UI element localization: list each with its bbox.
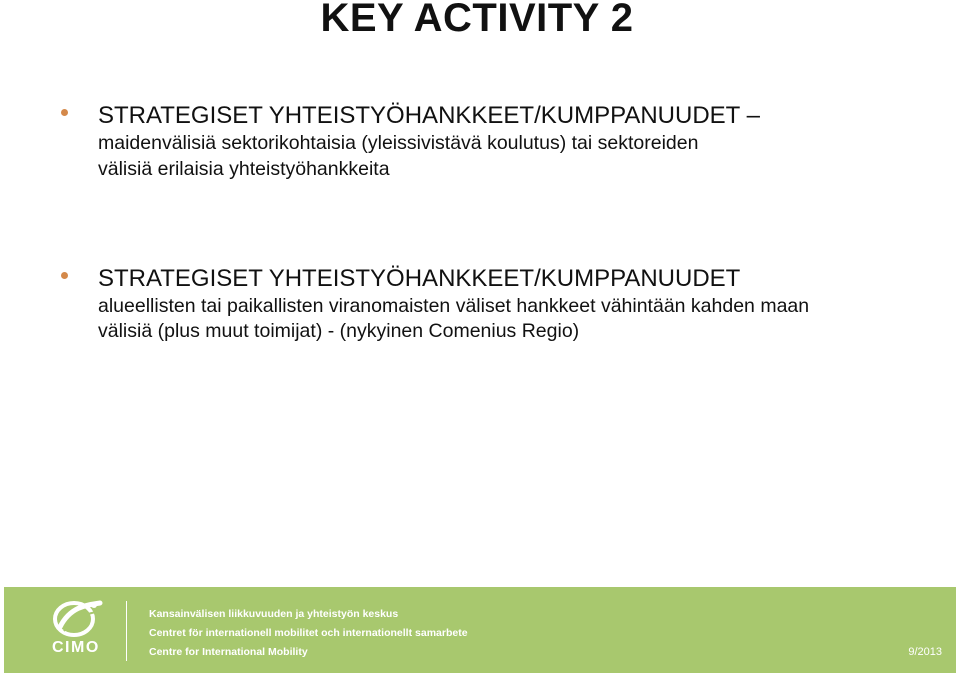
- bullet-text-line: välisiä (plus muut toimijat) - (nykyinen Comenius Regio): [98, 320, 580, 342]
- slide-title: KEY ACTIVITY 2: [320, 0, 634, 40]
- bullet-item-1: [98, 102, 898, 182]
- logo-text: CIMO: [52, 639, 100, 656]
- bullet-text-line: välisiä erilaisia yhteistyöhankkeita: [98, 158, 390, 180]
- bullet-item-2: [98, 264, 898, 344]
- bullet-dot-icon: [61, 109, 68, 116]
- footer-divider: [126, 601, 127, 661]
- org-name-swedish: Centret för internationell mobilitet och internationellt samarbete: [149, 627, 468, 639]
- bullet-dot-icon: [61, 272, 68, 279]
- cimo-logo-icon: [50, 597, 106, 641]
- footer-bar: [4, 587, 956, 673]
- org-name-english: Centre for International Mobility: [149, 646, 308, 658]
- bullet-text-line: maidenvälisiä sektorikohtaisia (yleissivistävä koulutus) tai sektoreiden: [98, 132, 699, 154]
- bullet-heading: STRATEGISET YHTEISTYÖHANKKEET/KUMPPANUUDET –: [98, 102, 760, 129]
- bullet-heading: STRATEGISET YHTEISTYÖHANKKEET/KUMPPANUUDET: [98, 265, 741, 292]
- bullet-text-line: alueellisten tai paikallisten viranomaisten väliset hankkeet vähintään kahden maan: [98, 295, 810, 317]
- page-number: 9/2013: [908, 646, 942, 658]
- org-name-finnish: Kansainvälisen liikkuvuuden ja yhteistyön keskus: [149, 608, 399, 620]
